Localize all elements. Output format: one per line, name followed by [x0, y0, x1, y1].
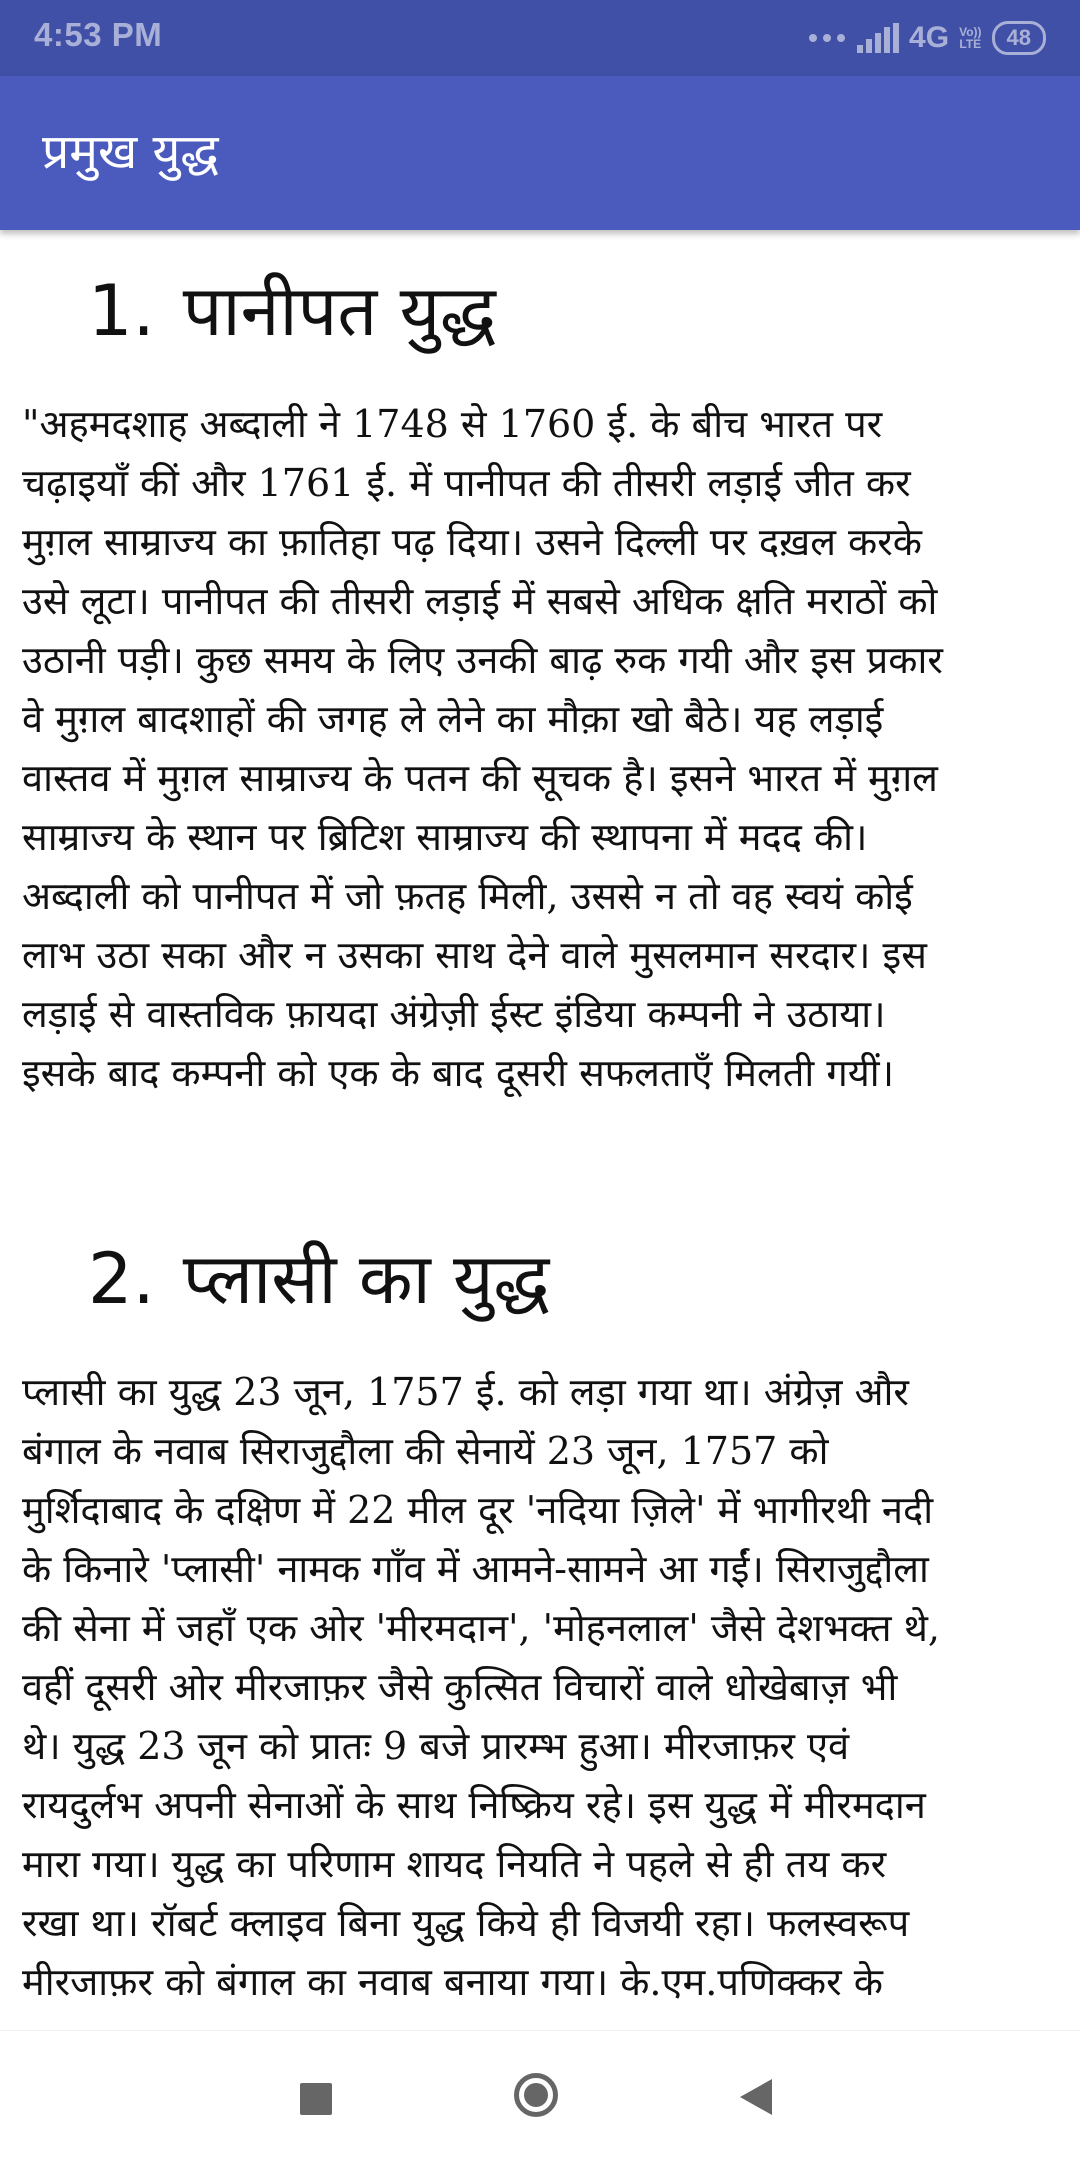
paragraph-line: लाभ उठा सका और न उसका साथ देने वाले मुसलमान सरदार। इस — [22, 933, 927, 977]
paragraph-line: साम्राज्य के स्थान पर ब्रिटिश साम्राज्य की स्थापना में मदद की। — [22, 815, 868, 859]
section-heading-panipat — [88, 260, 496, 356]
article-content[interactable] — [0, 230, 1080, 2030]
paragraph-line: उठानी पड़ी। कुछ समय के लिए उनकी बाढ़ रुक गयी और इस प्रकार — [22, 638, 943, 682]
section-heading-plassey — [88, 1228, 550, 1324]
paragraph-line: रखा था। रॉबर्ट क्लाइव बिना युद्ध किये ही विजयी रहा। फलस्वरूप — [22, 1901, 910, 1945]
section-body-plassey — [22, 1363, 1062, 2012]
volte-bottom-label: LTE — [959, 37, 982, 51]
network-type: 4G — [909, 21, 950, 54]
status-indicators — [809, 18, 1046, 58]
paragraph-line: की सेना में जहाँ एक ओर 'मीरमदान', 'मोहनलाल' जैसे देशभक्त थे, — [22, 1606, 941, 1650]
paragraph-line: अब्दाली को पानीपत में जो फ़तह मिली, उससे न तो वह स्वयं कोई — [22, 874, 913, 918]
signal-strength-icon — [857, 23, 899, 53]
battery-level: 48 — [1006, 25, 1031, 50]
paragraph-line: मीरजाफ़र को बंगाल का नवाब बनाया गया। के.एम.पणिक्कर के — [22, 1960, 883, 2004]
paragraph-line: प्लासी का युद्ध 23 जून, 1757 ई. को लड़ा गया था। अंग्रेज़ और — [22, 1370, 909, 1414]
volte-icon — [959, 26, 981, 50]
recents-button[interactable] — [300, 2083, 332, 2115]
paragraph-line: मुर्शिदाबाद के दक्षिण में 22 मील दूर 'नदिया ज़िले' में भागीरथी नदी — [22, 1488, 934, 1532]
section-number: 2. — [88, 1238, 155, 1320]
app-title: प्रमुख युद्ध — [42, 124, 219, 180]
paragraph-line: मुग़ल साम्राज्य का फ़ातिहा पढ़ दिया। उसने दिल्ली पर दख़ल करके — [22, 520, 922, 564]
volte-top-label: Vo)) — [959, 25, 982, 39]
section-number: 1. — [88, 270, 155, 352]
paragraph-line: "अहमदशाह अब्दाली ने 1748 से 1760 ई. के बीच भारत पर — [22, 402, 883, 446]
paragraph-line: लड़ाई से वास्तविक फ़ायदा अंग्रेज़ी ईस्ट इंडिया कम्पनी ने उठाया। — [22, 992, 886, 1036]
home-button[interactable] — [514, 2073, 558, 2117]
paragraph-line: उसे लूटा। पानीपत की तीसरी लड़ाई में सबसे अधिक क्षति मराठों को — [22, 579, 938, 623]
paragraph-line: वहीं दूसरी ओर मीरजाफ़र जैसे कुत्सित विचारों वाले धोखेबाज़ भी — [22, 1665, 898, 1709]
section-title: पानीपत युद्ध — [182, 270, 497, 352]
paragraph-line: बंगाल के नवाब सिराजुद्दौला की सेनायें 23 जून, 1757 को — [22, 1429, 829, 1473]
section-body-panipat — [22, 395, 1062, 1103]
app-bar — [0, 76, 1080, 230]
paragraph-line: इसके बाद कम्पनी को एक के बाद दूसरी सफलताएँ मिलती गयीं। — [22, 1051, 895, 1095]
paragraph-line: चढ़ाइयाँ कीं और 1761 ई. में पानीपत की तीसरी लड़ाई जीत कर — [22, 461, 911, 505]
paragraph-line: के किनारे 'प्लासी' नामक गाँव में आमने-सामने आ गईं। सिराजुद्दौला — [22, 1547, 929, 1591]
system-navigation-bar — [0, 2030, 1080, 2161]
section-title: प्लासी का युद्ध — [182, 1238, 550, 1320]
battery-icon — [992, 21, 1046, 55]
paragraph-line: वास्तव में मुग़ल साम्राज्य के पतन की सूचक है। इसने भारत में मुग़ल — [22, 756, 938, 800]
status-time: 4:53 PM — [34, 16, 163, 53]
back-button[interactable] — [740, 2079, 772, 2115]
paragraph-line: वे मुग़ल बादशाहों की जगह ले लेने का मौक़ा खो बैठे। यह लड़ाई — [22, 697, 884, 741]
more-notifications-icon — [809, 34, 845, 42]
paragraph-line: रायदुर्लभ अपनी सेनाओं के साथ निष्क्रिय रहे। इस युद्ध में मीरमदान — [22, 1783, 926, 1827]
paragraph-line: मारा गया। युद्ध का परिणाम शायद नियति ने पहले से ही तय कर — [22, 1842, 887, 1886]
paragraph-line: थे। युद्ध 23 जून को प्रातः 9 बजे प्रारम्भ हुआ। मीरजाफ़र एवं — [22, 1724, 850, 1768]
status-bar — [0, 0, 1080, 76]
